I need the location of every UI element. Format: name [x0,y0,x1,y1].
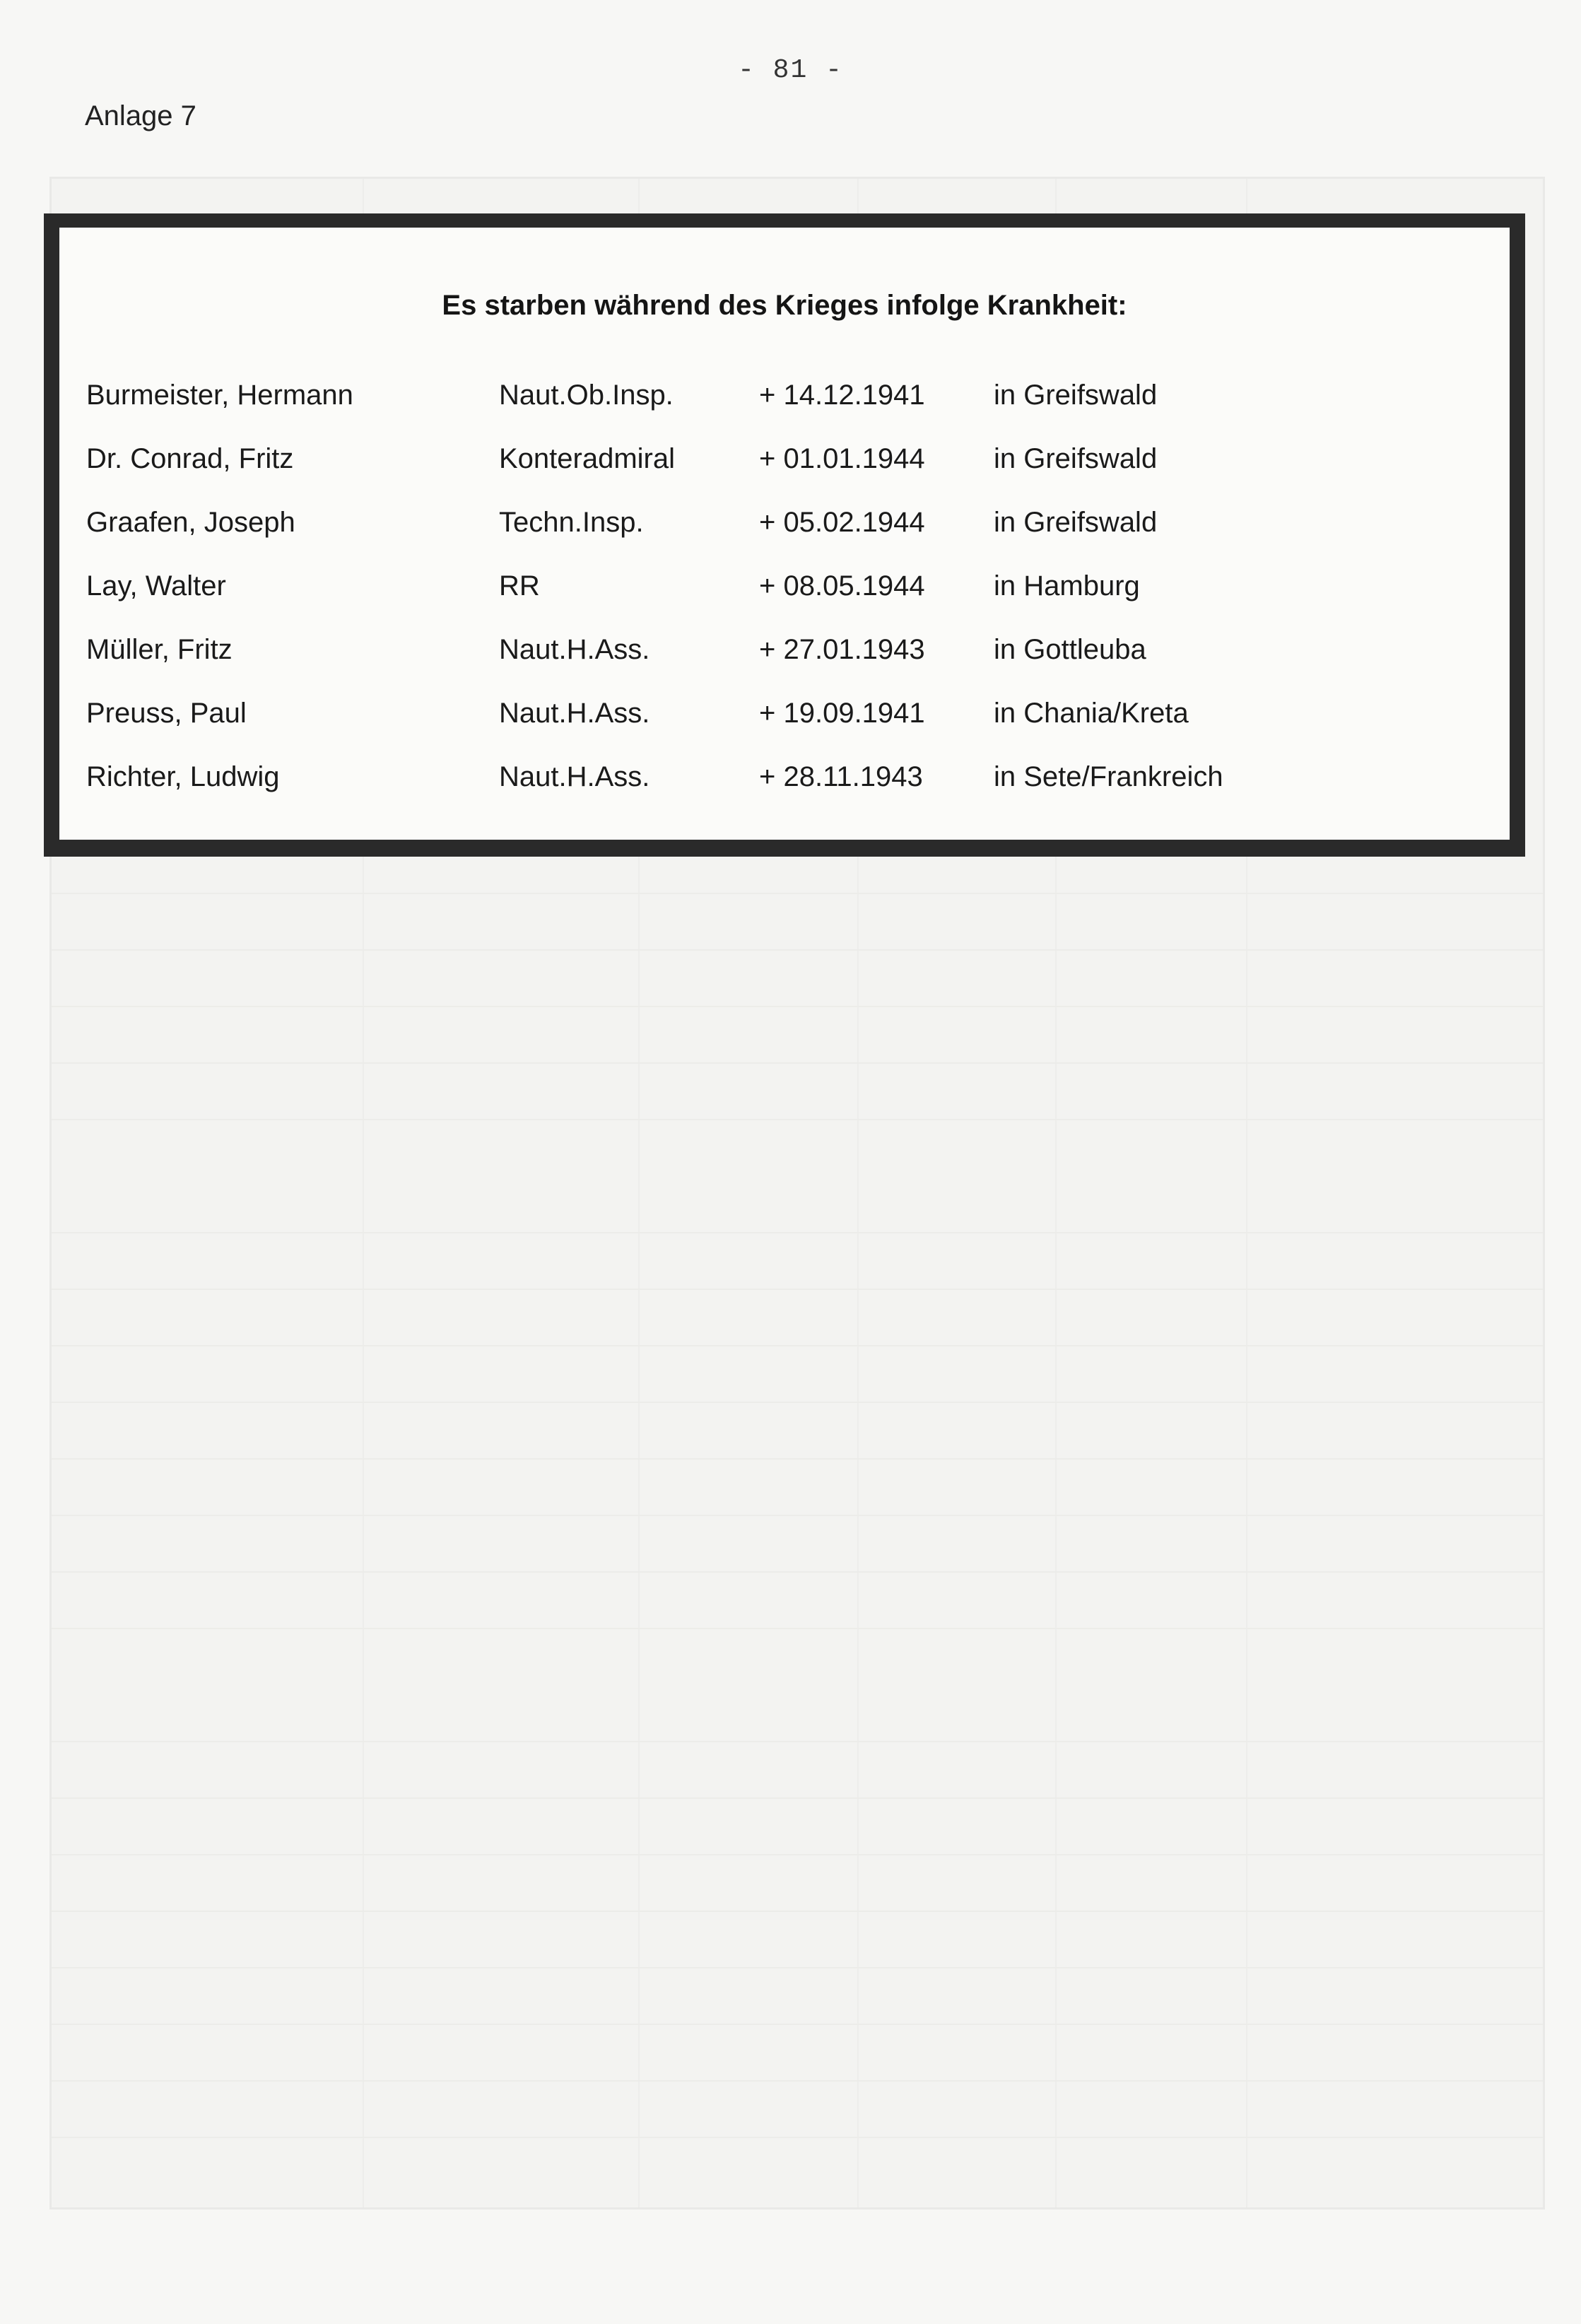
table-row [59,507,1510,570]
death-place: in Greifswald [994,380,1158,411]
deaths-by-illness-box [44,213,1525,857]
table-row [59,761,1510,825]
deaths-table [59,380,1510,825]
table-row [59,570,1510,634]
death-date: + 27.01.1943 [759,634,925,665]
person-name: Lay, Walter [86,570,226,601]
death-place: in Sete/Frankreich [994,761,1223,792]
ghost-row-line [52,1402,1543,1403]
ghost-row-line [52,1628,1543,1629]
ghost-row-line [52,2024,1543,2025]
person-name: Müller, Fritz [86,634,233,665]
person-name: Burmeister, Hermann [86,380,353,411]
ghost-row-line [52,1345,1543,1346]
death-date: + 19.09.1941 [759,698,925,729]
ghost-row-line [52,1911,1543,1912]
death-place: in Greifswald [994,507,1158,538]
ghost-row-line [52,1515,1543,1516]
death-date: + 01.01.1944 [759,443,925,474]
person-name: Richter, Ludwig [86,761,280,792]
death-place: in Hamburg [994,570,1140,601]
death-date: + 14.12.1941 [759,380,925,411]
ghost-row-line [52,1006,1543,1007]
death-date: + 28.11.1943 [759,761,923,792]
death-place: in Chania/Kreta [994,698,1189,729]
death-place: in Greifswald [994,443,1158,474]
ghost-row-line [52,1062,1543,1064]
death-place: in Gottleuba [994,634,1146,665]
table-row [59,698,1510,761]
death-date: + 05.02.1944 [759,507,925,538]
box-title: Es starben während des Krieges infolge Krankheit: [442,290,1127,321]
table-row [59,380,1510,443]
person-rank: Naut.H.Ass. [499,698,650,729]
annex-label: Anlage 7 [85,100,196,131]
ghost-row-line [52,1854,1543,1855]
person-rank: Naut.Ob.Insp. [499,380,674,411]
person-rank: Naut.H.Ass. [499,761,650,792]
table-row [59,634,1510,698]
page-number: - 81 - [738,55,843,86]
person-name: Graafen, Joseph [86,507,295,538]
ghost-row-line [52,1571,1543,1573]
ghost-row-line [52,949,1543,951]
table-row [59,443,1510,507]
ghost-row-line [52,2137,1543,2138]
person-rank: Naut.H.Ass. [499,634,650,665]
person-name: Preuss, Paul [86,698,247,729]
ghost-row-line [52,1289,1543,1290]
ghost-row-line [52,1797,1543,1799]
person-rank: Techn.Insp. [499,507,644,538]
person-name: Dr. Conrad, Fritz [86,443,294,474]
ghost-row-line [52,893,1543,894]
person-rank: Konteradmiral [499,443,676,474]
ghost-row-line [52,1232,1543,1233]
death-date: + 08.05.1944 [759,570,925,601]
ghost-row-line [52,1967,1543,1968]
ghost-row-line [52,1119,1543,1120]
person-rank: RR [499,570,540,601]
ghost-row-line [52,1741,1543,1742]
ghost-row-line [52,1458,1543,1460]
ghost-row-line [52,2080,1543,2082]
